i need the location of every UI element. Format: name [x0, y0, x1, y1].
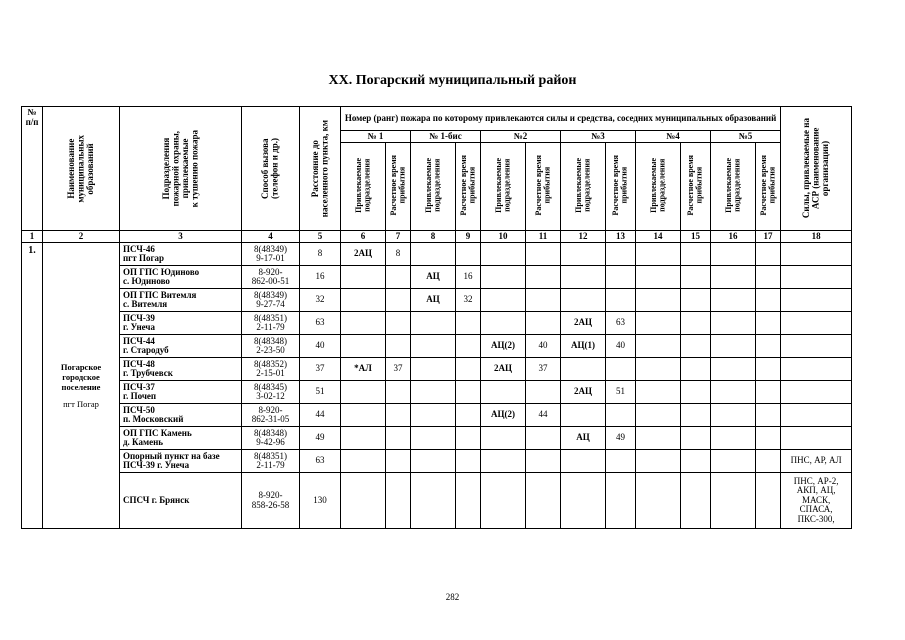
rank1-time: 8 [386, 243, 411, 266]
table-row [22, 427, 852, 450]
col-number: 16 [711, 231, 756, 243]
col-number: 12 [561, 231, 606, 243]
unit-name: ОП ГПС Юдиново с. Юдиново [120, 266, 242, 289]
table-row [22, 381, 852, 404]
rank3-units [561, 266, 606, 289]
rank5-time [756, 381, 781, 404]
municipality-cell [43, 243, 120, 529]
rank1bis-time [456, 473, 481, 529]
rank1bis-time [456, 427, 481, 450]
rank1-units [341, 381, 386, 404]
rank1-time [386, 312, 411, 335]
rank2-units: АЦ(2) [481, 404, 526, 427]
rank5-time [756, 243, 781, 266]
rank2-time [526, 381, 561, 404]
unit-name: ПСЧ-39 г. Унеча [120, 312, 242, 335]
header-sub-units: Привлекаемые подразделения [341, 143, 386, 231]
forces-asr [781, 381, 852, 404]
distance-km: 8 [300, 243, 341, 266]
unit-name: ПСЧ-50 п. Московский [120, 404, 242, 427]
rank4-units [636, 450, 681, 473]
header-num: № п/п [22, 107, 43, 231]
rank4-units [636, 473, 681, 529]
municipality-name: Погарское городское поселение [60, 361, 102, 392]
rank5-units [711, 335, 756, 358]
rank1-units [341, 312, 386, 335]
rank1bis-time [456, 404, 481, 427]
rank5-time [756, 473, 781, 529]
rank1-time [386, 381, 411, 404]
header-rank-3: №3 [561, 131, 636, 143]
header-sub-time: Расчетное время прибытия [526, 143, 561, 231]
rank3-time: 49 [606, 427, 636, 450]
rank1bis-units [411, 312, 456, 335]
header-sub-time: Расчетное время прибытия [386, 143, 411, 231]
rank4-units [636, 427, 681, 450]
forces-asr [781, 404, 852, 427]
header-rank-4: №4 [636, 131, 711, 143]
header-sub-units: Привлекаемые подразделения [411, 143, 456, 231]
municipality-center: пгт Погар [63, 398, 99, 409]
rank5-units [711, 450, 756, 473]
rank1-time [386, 427, 411, 450]
table-row [22, 289, 852, 312]
rank5-units [711, 404, 756, 427]
forces-asr [781, 358, 852, 381]
rank2-units: 2АЦ [481, 358, 526, 381]
call-phone: 8-920- 862-00-51 [242, 266, 300, 289]
header-rank-5: №5 [711, 131, 781, 143]
rank3-time [606, 450, 636, 473]
rank1bis-units [411, 473, 456, 529]
header-call: Способ вызова (телефон и др.) [242, 107, 300, 231]
rank1bis-time: 32 [456, 289, 481, 312]
rank4-units [636, 266, 681, 289]
fire-forces-table [21, 106, 852, 529]
forces-asr: ПНС, АР, АЛ [781, 450, 852, 473]
rank1-time [386, 266, 411, 289]
rank4-units [636, 335, 681, 358]
unit-name: ОП ГПС Витемля с. Витемля [120, 289, 242, 312]
rank1-units [341, 266, 386, 289]
rank4-time [681, 266, 711, 289]
call-phone: 8(48351) 2-11-79 [242, 450, 300, 473]
rank1bis-time [456, 358, 481, 381]
call-phone: 8(48348) 2-23-50 [242, 335, 300, 358]
rank5-units [711, 312, 756, 335]
rank4-units [636, 358, 681, 381]
rank1bis-units [411, 358, 456, 381]
rank1bis-units [411, 335, 456, 358]
rank1-units [341, 427, 386, 450]
rank4-units [636, 243, 681, 266]
rank5-time [756, 289, 781, 312]
unit-name: ПСЧ-44 г. Стародуб [120, 335, 242, 358]
rank3-time: 51 [606, 381, 636, 404]
col-number: 13 [606, 231, 636, 243]
unit-name: ПСЧ-46 пгт Погар [120, 243, 242, 266]
rank3-units: 2АЦ [561, 312, 606, 335]
col-number: 10 [481, 231, 526, 243]
rank1bis-units [411, 404, 456, 427]
unit-name: ПСЧ-48 г. Трубчевск [120, 358, 242, 381]
rank3-time [606, 473, 636, 529]
rank1-units [341, 335, 386, 358]
col-number: 2 [43, 231, 120, 243]
rank2-units [481, 266, 526, 289]
forces-asr [781, 266, 852, 289]
page-title: XX. Погарский муниципальный район [328, 73, 577, 88]
rank1bis-time [456, 335, 481, 358]
rank5-time [756, 427, 781, 450]
header-forces: Силы, привлекаемые на АСР (наименование организации) [781, 107, 852, 231]
rank5-time [756, 266, 781, 289]
rank1-time: 37 [386, 358, 411, 381]
rank3-time [606, 266, 636, 289]
header-sub-units: Привлекаемые подразделения [561, 143, 606, 231]
rank4-time [681, 335, 711, 358]
rank5-units [711, 289, 756, 312]
rank1-time [386, 450, 411, 473]
header-sub-time: Расчетное время прибытия [756, 143, 781, 231]
rank2-time [526, 427, 561, 450]
rank4-units [636, 289, 681, 312]
rank1-time [386, 335, 411, 358]
rank5-time [756, 312, 781, 335]
rank4-units [636, 404, 681, 427]
distance-km: 49 [300, 427, 341, 450]
distance-km: 40 [300, 335, 341, 358]
header-sub-time: Расчетное время прибытия [681, 143, 711, 231]
rank1bis-time [456, 312, 481, 335]
rank5-time [756, 335, 781, 358]
rank1-time [386, 289, 411, 312]
table-row [22, 358, 852, 381]
forces-asr: ПНС, АР-2, АКП, АЦ, МАСК, СПАСА, ПКС-300, [781, 473, 852, 529]
header-sub-time: Расчетное время прибытия [456, 143, 481, 231]
unit-name: ПСЧ-37 г. Почеп [120, 381, 242, 404]
distance-km: 63 [300, 312, 341, 335]
rank5-time [756, 358, 781, 381]
rank3-units [561, 358, 606, 381]
rank1bis-units [411, 381, 456, 404]
rank4-time [681, 243, 711, 266]
col-number: 4 [242, 231, 300, 243]
rank4-time [681, 289, 711, 312]
rank1-units: 2АЦ [341, 243, 386, 266]
distance-km: 44 [300, 404, 341, 427]
table-row [22, 266, 852, 289]
col-number: 15 [681, 231, 711, 243]
col-number: 14 [636, 231, 681, 243]
col-number: 9 [456, 231, 481, 243]
rank2-time: 44 [526, 404, 561, 427]
rank3-units [561, 473, 606, 529]
rank2-time [526, 312, 561, 335]
rank4-time [681, 427, 711, 450]
forces-asr [781, 312, 852, 335]
col-number: 5 [300, 231, 341, 243]
rank4-time [681, 312, 711, 335]
col-number: 3 [120, 231, 242, 243]
rank3-units [561, 450, 606, 473]
table-row [22, 450, 852, 473]
distance-km: 32 [300, 289, 341, 312]
unit-name: СПСЧ г. Брянск [120, 473, 242, 529]
rank2-time: 37 [526, 358, 561, 381]
rank5-units [711, 266, 756, 289]
rank2-time [526, 243, 561, 266]
rank5-time [756, 404, 781, 427]
rank5-units [711, 473, 756, 529]
rank4-time [681, 404, 711, 427]
table-row [22, 243, 852, 266]
rank3-time [606, 243, 636, 266]
rank4-time [681, 450, 711, 473]
call-phone: 8-920- 862-31-05 [242, 404, 300, 427]
header-sub-units: Привлекаемые подразделения [636, 143, 681, 231]
rank5-units [711, 243, 756, 266]
rank4-time [681, 473, 711, 529]
rank1-units: *АЛ [341, 358, 386, 381]
rank2-units [481, 450, 526, 473]
col-number: 7 [386, 231, 411, 243]
rank3-units: 2АЦ [561, 381, 606, 404]
rank5-units [711, 427, 756, 450]
table-row [22, 335, 852, 358]
call-phone: 8(48348) 9-42-96 [242, 427, 300, 450]
rank5-units [711, 358, 756, 381]
unit-name: ОП ГПС Камень д. Камень [120, 427, 242, 450]
rank3-time [606, 289, 636, 312]
col-number: 8 [411, 231, 456, 243]
col-number: 18 [781, 231, 852, 243]
page-number: 282 [445, 592, 460, 602]
distance-km: 51 [300, 381, 341, 404]
distance-km: 130 [300, 473, 341, 529]
distance-km: 63 [300, 450, 341, 473]
forces-asr [781, 289, 852, 312]
rank4-time [681, 381, 711, 404]
rank5-time [756, 450, 781, 473]
rank1bis-units [411, 450, 456, 473]
rank1bis-units [411, 243, 456, 266]
table-row [22, 404, 852, 427]
rank2-units [481, 473, 526, 529]
rank3-units [561, 243, 606, 266]
rank2-units [481, 243, 526, 266]
row-number: 1. [22, 243, 43, 529]
header-sub-units: Привлекаемые подразделения [481, 143, 526, 231]
rank1bis-time [456, 243, 481, 266]
call-phone: 8(48351) 2-11-79 [242, 312, 300, 335]
col-number: 11 [526, 231, 561, 243]
forces-asr [781, 243, 852, 266]
rank1bis-units: АЦ [411, 289, 456, 312]
forces-asr [781, 427, 852, 450]
rank3-time: 63 [606, 312, 636, 335]
rank1bis-units: АЦ [411, 266, 456, 289]
rank4-units [636, 312, 681, 335]
col-number: 17 [756, 231, 781, 243]
header-sub-units: Привлекаемые подразделения [711, 143, 756, 231]
rank2-units [481, 312, 526, 335]
rank3-units: АЦ(1) [561, 335, 606, 358]
column-number-row [22, 231, 852, 243]
rank3-units [561, 404, 606, 427]
rank3-units [561, 289, 606, 312]
distance-km: 37 [300, 358, 341, 381]
rank4-time [681, 358, 711, 381]
rank2-time [526, 289, 561, 312]
header-rank-group: Номер (ранг) пожара по которому привлекаются силы и средства, соседних муниципальных образований [341, 107, 781, 131]
call-phone: 8-920- 858-26-58 [242, 473, 300, 529]
table-row [22, 312, 852, 335]
col-number: 1 [22, 231, 43, 243]
header-municipality: Наименование муниципальных образований [43, 107, 120, 231]
rank2-units [481, 289, 526, 312]
rank1bis-units [411, 427, 456, 450]
rank1-units [341, 473, 386, 529]
rank2-time [526, 473, 561, 529]
header-rank-1bis: № 1-бис [411, 131, 481, 143]
rank1bis-time [456, 450, 481, 473]
rank3-time [606, 404, 636, 427]
rank2-time: 40 [526, 335, 561, 358]
header-rank-2: №2 [481, 131, 561, 143]
forces-asr [781, 335, 852, 358]
col-number: 6 [341, 231, 386, 243]
header-distance: Расстояние до населенного пункта, км [300, 107, 341, 231]
table-row [22, 473, 852, 529]
rank2-units [481, 427, 526, 450]
rank4-units [636, 381, 681, 404]
header-rank-1: № 1 [341, 131, 411, 143]
rank5-units [711, 381, 756, 404]
header-unit: Подразделения пожарной охраны, привлекаемые к тушению пожара [120, 107, 242, 231]
rank3-units: АЦ [561, 427, 606, 450]
distance-km: 16 [300, 266, 341, 289]
rank1-time [386, 404, 411, 427]
rank1-time [386, 473, 411, 529]
rank2-units: АЦ(2) [481, 335, 526, 358]
rank2-time [526, 450, 561, 473]
rank3-time [606, 358, 636, 381]
unit-name: Опорный пункт на базе ПСЧ-39 г. Унеча [120, 450, 242, 473]
rank1-units [341, 450, 386, 473]
call-phone: 8(48349) 9-17-01 [242, 243, 300, 266]
rank1bis-time [456, 381, 481, 404]
rank1-units [341, 404, 386, 427]
header-sub-time: Расчетное время прибытия [606, 143, 636, 231]
table-body [22, 243, 852, 529]
call-phone: 8(48349) 9-27-74 [242, 289, 300, 312]
rank2-time [526, 266, 561, 289]
rank2-units [481, 381, 526, 404]
call-phone: 8(48352) 2-15-01 [242, 358, 300, 381]
call-phone: 8(48345) 3-02-12 [242, 381, 300, 404]
rank1-units [341, 289, 386, 312]
rank1bis-time: 16 [456, 266, 481, 289]
rank3-time: 40 [606, 335, 636, 358]
